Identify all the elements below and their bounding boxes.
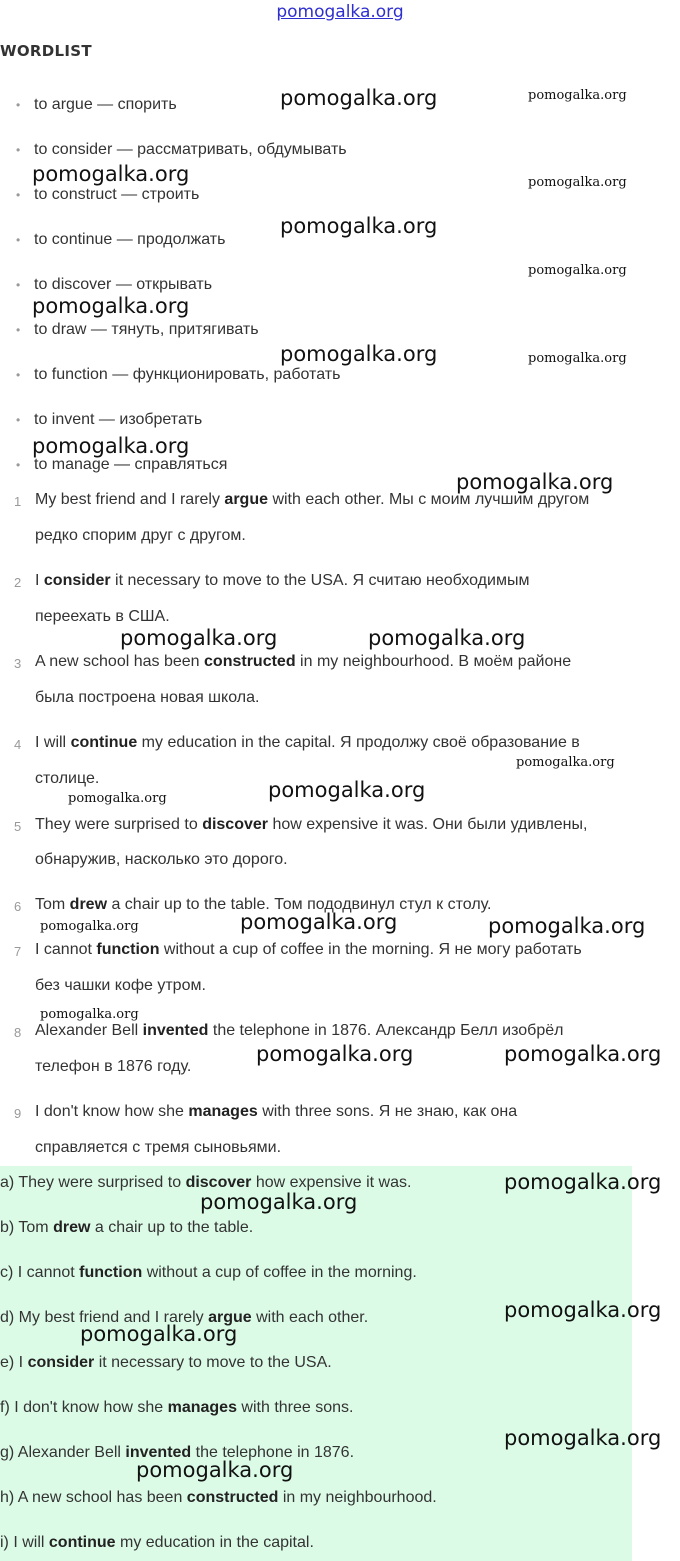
list-item: • to discover — открывать bbox=[16, 276, 213, 293]
list-item: • to construct — строить bbox=[16, 186, 200, 203]
bullet-icon: • bbox=[16, 412, 21, 427]
watermark-text: pomogalka.org bbox=[136, 1458, 294, 1482]
answer-line: e) I consider it necessary to move to the USA. bbox=[0, 1354, 332, 1371]
watermark-text: pomogalka.org bbox=[32, 434, 190, 458]
watermark-text: pomogalka.org bbox=[40, 919, 139, 934]
answer-line: b) Tom drew a chair up to the table. bbox=[0, 1219, 254, 1236]
bullet-icon: • bbox=[16, 277, 21, 292]
example-translation: справляется с тремя сыновьями. bbox=[35, 1139, 282, 1156]
answer-line: g) Alexander Bell invented the telephone in 1876. bbox=[0, 1444, 355, 1461]
watermark-text: pomogalka.org bbox=[80, 1322, 238, 1346]
watermark-text: pomogalka.org bbox=[528, 88, 627, 103]
example-translation: была построена новая школа. bbox=[35, 689, 260, 706]
example-translation: обнаружив, насколько это дорого. bbox=[35, 851, 288, 868]
example-translation: телефон в 1876 году. bbox=[35, 1058, 192, 1075]
example-number: 3 bbox=[14, 656, 22, 671]
example-line: I don't know how she manages with three sons. Я не знаю, как она bbox=[35, 1103, 518, 1120]
example-line: Tom drew a chair up to the table. Том пододвинул стул к столу. bbox=[35, 896, 492, 913]
bullet-icon: • bbox=[16, 97, 21, 112]
watermark-text: pomogalka.org bbox=[528, 351, 627, 366]
answer-line: f) I don't know how she manages with three sons. bbox=[0, 1399, 354, 1416]
list-item: • to draw — тянуть, притягивать bbox=[16, 321, 259, 338]
example-number: 5 bbox=[14, 819, 22, 834]
watermark-text: pomogalka.org bbox=[200, 1190, 358, 1214]
bullet-icon: • bbox=[16, 322, 21, 337]
watermark-text: pomogalka.org bbox=[240, 910, 398, 934]
watermark-text: pomogalka.org bbox=[504, 1298, 662, 1322]
watermark-text: pomogalka.org bbox=[120, 626, 278, 650]
list-item: • to argue — спорить bbox=[16, 96, 177, 113]
example-number: 6 bbox=[14, 899, 22, 914]
example-number: 4 bbox=[14, 737, 22, 752]
answer-line: h) A new school has been constructed in my neighbourhood. bbox=[0, 1489, 437, 1506]
watermark-text: pomogalka.org bbox=[280, 214, 438, 238]
answer-line: i) I will continue my education in the capital. bbox=[0, 1534, 314, 1551]
bullet-icon: • bbox=[16, 367, 21, 382]
example-line: I will continue my education in the capital. Я продолжу своё образование в bbox=[35, 734, 580, 751]
watermark-text: pomogalka.org bbox=[268, 778, 426, 802]
watermark-text: pomogalka.org bbox=[280, 86, 438, 110]
example-number: 2 bbox=[14, 575, 22, 590]
watermark-text: pomogalka.org bbox=[456, 470, 614, 494]
example-number: 8 bbox=[14, 1025, 22, 1040]
list-item: • to manage — справляться bbox=[16, 456, 228, 473]
answer-line: d) My best friend and I rarely argue with each other. bbox=[0, 1309, 369, 1326]
example-translation: редко спорим друг с другом. bbox=[35, 527, 246, 544]
site-link[interactable]: pomogalka.org bbox=[276, 2, 404, 22]
bullet-icon: • bbox=[16, 457, 21, 472]
example-number: 1 bbox=[14, 494, 22, 509]
watermark-text: pomogalka.org bbox=[528, 175, 627, 190]
watermark-text: pomogalka.org bbox=[528, 263, 627, 278]
watermark-text: pomogalka.org bbox=[256, 1042, 414, 1066]
example-line: My best friend and I rarely argue with each other. Мы с моим лучшим другом bbox=[35, 491, 590, 508]
example-translation: переехать в США. bbox=[35, 608, 170, 625]
example-line: Alexander Bell invented the telephone in 1876. Александр Белл изобрёл bbox=[35, 1022, 564, 1039]
watermark-text: pomogalka.org bbox=[504, 1170, 662, 1194]
answer-line: a) They were surprised to discover how expensive it was. bbox=[0, 1174, 412, 1191]
example-line: A new school has been constructed in my neighbourhood. В моём районе bbox=[35, 653, 572, 670]
example-number: 9 bbox=[14, 1106, 22, 1121]
bullet-icon: • bbox=[16, 187, 21, 202]
watermark-text: pomogalka.org bbox=[32, 294, 190, 318]
answer-line: c) I cannot function without a cup of coffee in the morning. bbox=[0, 1264, 417, 1281]
example-translation: без чашки кофе утром. bbox=[35, 977, 206, 994]
watermark-text: pomogalka.org bbox=[516, 755, 615, 770]
bullet-icon: • bbox=[16, 142, 21, 157]
list-item: • to continue — продолжать bbox=[16, 231, 226, 248]
list-item: • to function — функционировать, работать bbox=[16, 366, 341, 383]
watermark-text: pomogalka.org bbox=[40, 1007, 139, 1022]
list-item: • to invent — изобретать bbox=[16, 411, 203, 428]
example-number: 7 bbox=[14, 944, 22, 959]
bullet-icon: • bbox=[16, 232, 21, 247]
watermark-text: pomogalka.org bbox=[32, 162, 190, 186]
list-item: • to consider — рассматривать, обдумывать bbox=[16, 141, 347, 158]
example-translation: столице. bbox=[35, 770, 100, 787]
watermark-text: pomogalka.org bbox=[368, 626, 526, 650]
watermark-text: pomogalka.org bbox=[504, 1042, 662, 1066]
watermark-text: pomogalka.org bbox=[68, 791, 167, 806]
example-line: I cannot function without a cup of coffee in the morning. Я не могу работать bbox=[35, 941, 582, 958]
example-line: I consider it necessary to move to the USA. Я считаю необходимым bbox=[35, 572, 530, 589]
watermark-text: pomogalka.org bbox=[488, 914, 646, 938]
watermark-text: pomogalka.org bbox=[504, 1426, 662, 1450]
watermark-text: pomogalka.org bbox=[280, 342, 438, 366]
wordlist-title: WORDLIST bbox=[0, 42, 92, 60]
example-line: They were surprised to discover how expensive it was. Они были удивлены, bbox=[35, 816, 588, 833]
